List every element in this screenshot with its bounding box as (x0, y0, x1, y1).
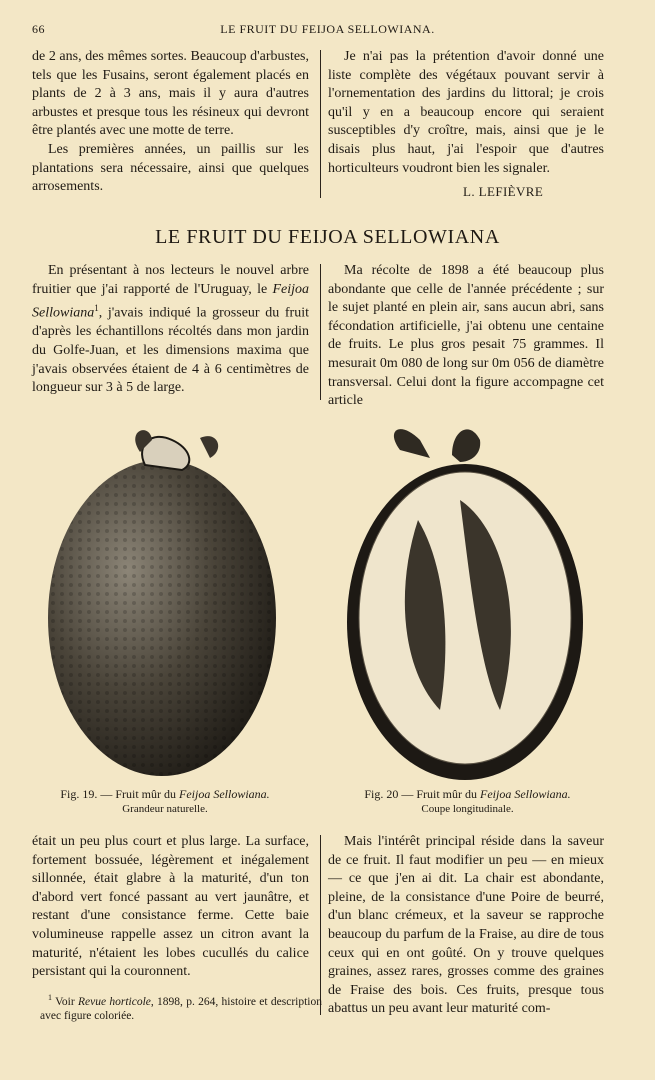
top-left-paragraph-1: de 2 ans, des mêmes sortes. Beaucoup d'arbustes, tels que les Fusains, seront également placés en plants de 2 à 3 ans, mais il y aura d'autres arbustes et presque tous les résineux qui devront être plantés avec une motte de terre. (32, 49, 309, 139)
article-left-paragraph-1 (32, 262, 309, 398)
footnote-number: 1 (48, 993, 52, 1002)
footnote-source: Revue horticole (77, 995, 151, 1008)
whole-fruit-illustration (40, 410, 280, 780)
column-divider-top (320, 50, 321, 198)
article-left-text-a: En présentant à nos lecteurs le nouvel arbre fruitier que j'ai rapporté de l'Uruguay, le (32, 263, 309, 297)
cross-section-illustration (340, 410, 590, 780)
figure-20-label: Fig. 20 — Fruit mûr du (364, 787, 481, 801)
running-head (32, 22, 623, 42)
figure-20-species: Feijoa Sellowiana. (480, 787, 571, 801)
article-right-column-2 (328, 833, 604, 1019)
figure-20-caption (335, 787, 600, 817)
running-title: LE FRUIT DU FEIJOA SELLOWIANA. (220, 22, 435, 36)
top-left-column (32, 48, 309, 197)
article-right-paragraph-1: Ma récolte de 1898 a été beaucoup plus abondante que celle de l'année précédente ; sur le sujet planté en plein air, sans aucun abri, sans fécondation artificielle, j'ai obtenu une centaine de fruits. Le plus gros pesait 75 grammes. Il mesurait 0m 080 de long sur 0m 056 de diamètre transversal. Celui dont la figure accompagne cet article (328, 263, 604, 409)
top-right-column (328, 48, 604, 178)
author-signature: L. LEFIÈVRE (463, 184, 544, 199)
article-right-paragraph-2: Mais l'intérêt principal réside dans la saveur de ce fruit. Il faut modifier un peu — en mieux — ce que j'en ai dit. La chair est abondante, pleine, de la consistance d'une Poire de beurré, d'un blanc crémeux, et la saveur se rapproche beaucoup du parfum de la Fraise, au dire de tous ceux qui en ont goûté. On y trouve quelques graines, assez rares, grosses comme des graines de Fraise des bois. Ces fruits, presque tous abattus un peu avant leur maturité com- (328, 834, 604, 1017)
article-left-column-2 (32, 833, 309, 982)
article-left-paragraph-2: était un peu plus court et plus large. La surface, fortement bossuée, légèrement et inégalement sillonnée, était glabre à la maturité, d'un ton d'abord vert foncé passant au vert jaunâtre, et restant d'une consistance ferme. Cette baie volumineuse rappelle assez un citron avant la maturité, n'étaient les lobes cucullés du calice persistant qui la couronnent. (32, 834, 309, 980)
figure-20-subcaption: Coupe longitudinale. (421, 803, 514, 815)
column-divider-middle (320, 264, 321, 400)
footnote-text-a: Voir (52, 995, 78, 1008)
top-right-paragraph-1: Je n'ai pas la prétention d'avoir donné une liste complète des végétaux pouvant servir à l'ornementation des jardins du littoral; je crois qu'il y en a beaucoup encore qui seraient susceptibles d'y croître, mais, ainsi que je le disais plus haut, j'ai l'espoir que d'autres horticulteurs voudront bien les signaler. (328, 49, 604, 176)
footnote-ref: 1 (94, 303, 99, 314)
figure-19-label: Fig. 19. — Fruit mûr du (60, 787, 180, 801)
top-left-paragraph-2: Les premières années, un paillis sur les plantations sera nécessaire, ainsi que quelques arrosements. (32, 141, 309, 195)
page-number: 66 (32, 22, 45, 36)
footnote-text (40, 991, 322, 1023)
figure-19-species: Feijoa Sellowiana. (179, 787, 270, 801)
figure-20-cross-section (340, 410, 590, 780)
article-title: LE FRUIT DU FEIJOA SELLOWIANA (155, 226, 500, 248)
article-left-text-b: , j'avais indiqué la grosseur du fruit d'après les échantillons récoltés dans mon jardin du Golfe-Juan, et les dimensions maxima que j'avais observées étaient de 4 à 6 centimètres de longueur sur 3 à 5 de large. (32, 305, 309, 396)
footnote (40, 991, 322, 1023)
figure-19-subcaption: Grandeur naturelle. (122, 803, 208, 815)
species-name: Feijoa Sellowiana (32, 281, 309, 321)
column-divider-bottom (320, 835, 321, 1015)
figure-19-whole-fruit (40, 410, 280, 780)
article-left-column-1 (32, 262, 309, 398)
figure-19-caption (40, 787, 290, 817)
article-right-column-1 (328, 262, 604, 411)
footnote-text-b: , 1898, p. 264, histoire et description avec figure coloriée. (40, 995, 322, 1022)
